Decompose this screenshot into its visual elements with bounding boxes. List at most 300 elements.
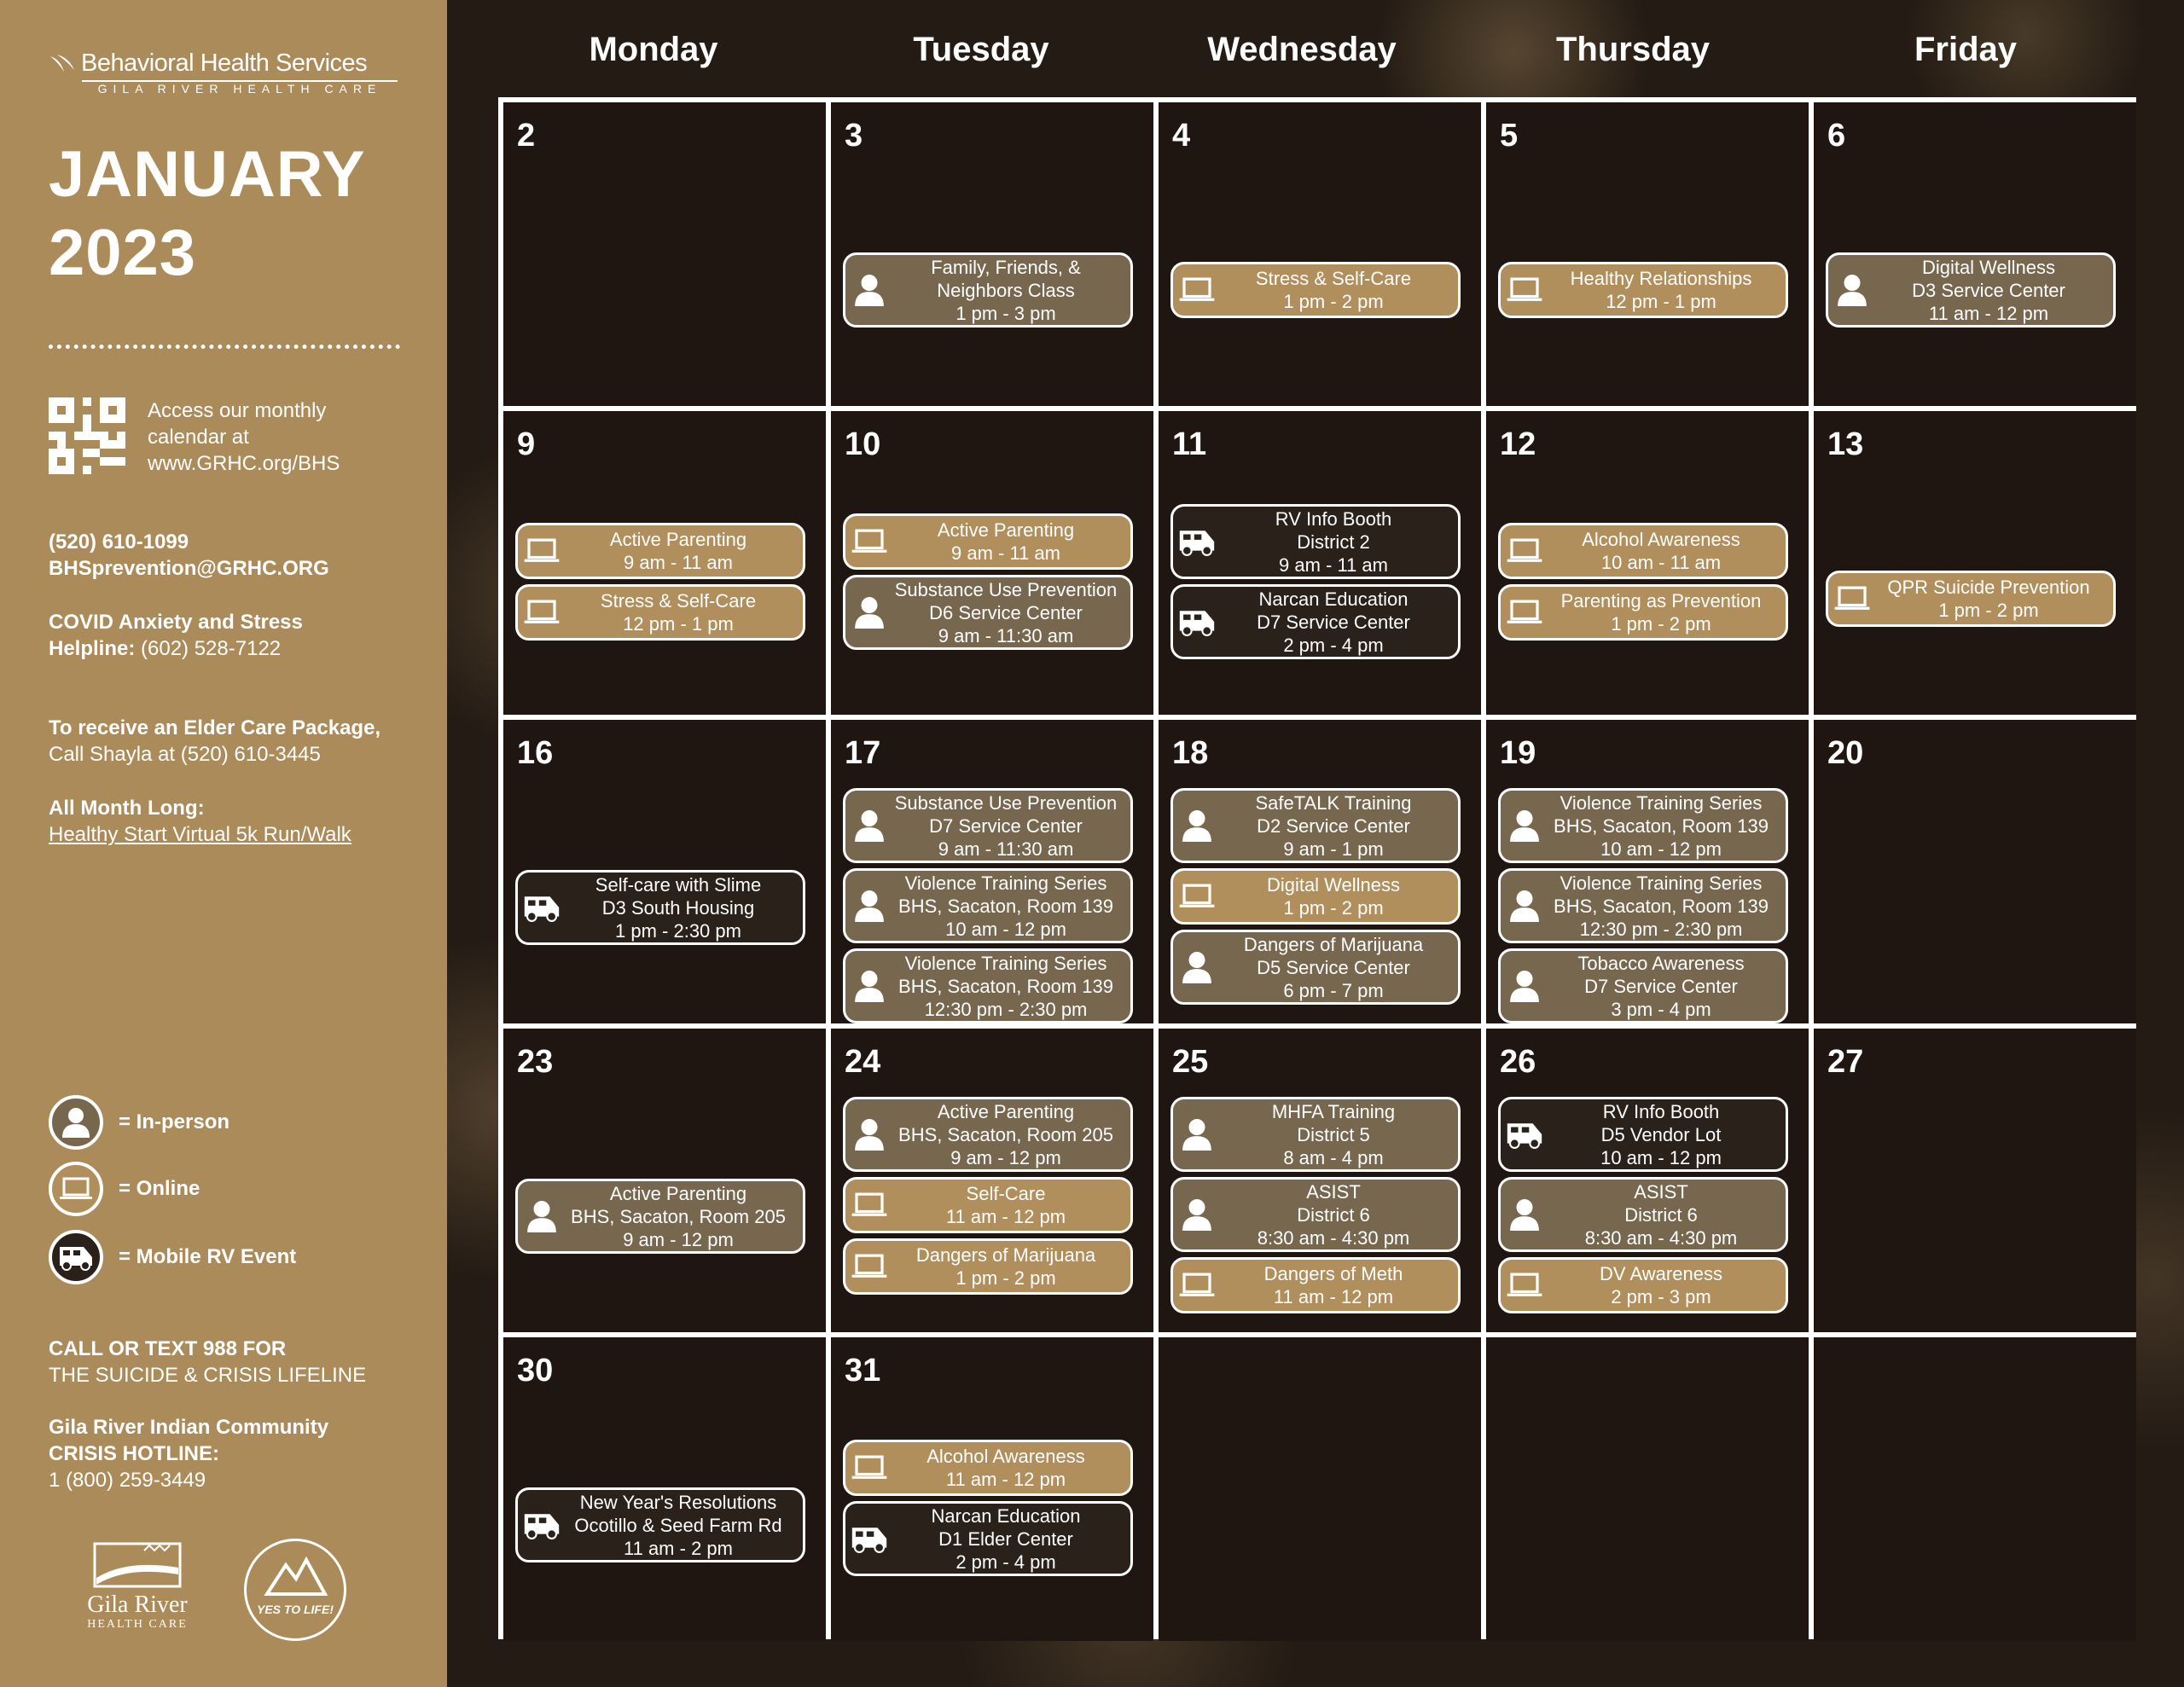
crisis-lifeline — [49, 1336, 366, 1388]
event-text — [1548, 526, 1786, 576]
event-title: DV Awareness — [1600, 1263, 1722, 1284]
event-title: Active Parenting — [609, 1182, 747, 1204]
crisis-line-2: THE SUICIDE & CRISIS LIFELINE — [49, 1364, 367, 1387]
date-number: 19 — [1500, 735, 1536, 771]
day-header-friday: Friday — [1914, 31, 2018, 68]
event-time: 10 am - 11 am — [1600, 552, 1722, 573]
event-time: 8:30 am - 4:30 pm — [1584, 1226, 1738, 1249]
event-text — [1221, 1261, 1458, 1310]
person-icon — [1173, 951, 1221, 983]
contact-info — [49, 529, 329, 582]
event-title: SafeTALK Training — [1255, 791, 1412, 814]
laptop-icon — [518, 538, 566, 564]
all-month — [49, 795, 351, 848]
rv-icon — [1501, 1120, 1548, 1149]
person-icon — [845, 809, 893, 842]
day-cell — [503, 102, 826, 406]
laptop-icon — [1173, 1272, 1221, 1298]
event-location: D7 Service Center — [929, 815, 1083, 837]
event-time: 9 am - 11:30 am — [938, 838, 1074, 860]
event-text — [893, 1443, 1130, 1493]
event-title: RV Info Booth — [1602, 1100, 1720, 1122]
event-time: 1 pm - 2:30 pm — [615, 919, 741, 942]
gila-river-logo — [78, 1542, 196, 1632]
dotted-divider — [49, 345, 400, 349]
event-location: District 2 — [1297, 530, 1370, 553]
laptop-icon — [845, 1192, 893, 1218]
event-time: 11 am - 12 pm — [945, 1469, 1066, 1490]
laptop-icon — [845, 1455, 893, 1481]
event-time: 10 am - 12 pm — [1600, 1146, 1722, 1168]
event-text — [893, 870, 1130, 942]
person-icon — [518, 1200, 566, 1232]
date-number: 11 — [1172, 426, 1207, 462]
event-online[interactable] — [1170, 868, 1461, 925]
day-cell — [503, 720, 826, 1023]
event-location: D5 Service Center — [1257, 956, 1410, 978]
day-cell — [1486, 1029, 1809, 1332]
elder-text: Call Shayla at (520) 610-3445 — [49, 743, 321, 766]
day-cell — [1159, 720, 1481, 1023]
person-icon — [845, 1118, 893, 1151]
date-number: 3 — [845, 118, 863, 154]
event-text — [893, 577, 1130, 649]
event-text — [1221, 931, 1458, 1004]
gric-number[interactable]: 1 (800) 259-3449 — [49, 1469, 206, 1492]
person-icon — [49, 1095, 103, 1150]
event-time: 3 pm - 4 pm — [1611, 998, 1711, 1020]
date-number: 4 — [1172, 118, 1191, 154]
person-icon — [1501, 970, 1548, 1002]
event-online[interactable] — [1498, 523, 1788, 579]
date-number: 12 — [1500, 426, 1536, 462]
event-title: Alcohol Awareness — [926, 1446, 1085, 1467]
day-cell — [503, 411, 826, 715]
laptop-icon — [1501, 1272, 1548, 1298]
date-number: 9 — [517, 426, 536, 462]
person-icon — [1501, 1198, 1548, 1231]
day-cell — [1814, 102, 2136, 406]
event-online[interactable] — [515, 523, 805, 579]
gric-title-1: Gila River Indian Community — [49, 1416, 329, 1439]
event-text — [893, 517, 1130, 566]
event-time: 11 am - 2 pm — [624, 1537, 733, 1559]
day-cell — [1486, 411, 1809, 715]
event-title: MHFA Training — [1271, 1100, 1396, 1122]
event-location: D2 Service Center — [1257, 815, 1410, 837]
event-location: D7 Service Center — [1257, 611, 1410, 633]
event-inperson[interactable] — [1170, 1097, 1461, 1172]
event-title: Parenting as Prevention — [1560, 590, 1762, 612]
event-time: 12 pm - 1 pm — [623, 613, 734, 635]
event-time: 11 am - 12 pm — [945, 1206, 1066, 1227]
event-online[interactable] — [1170, 1257, 1461, 1313]
date-number: 23 — [517, 1044, 554, 1080]
date-number: 2 — [517, 118, 536, 154]
event-text — [1548, 588, 1786, 637]
rv-icon — [49, 1230, 103, 1284]
event-rv[interactable] — [1498, 1097, 1788, 1172]
event-text — [893, 1099, 1130, 1171]
event-title: Alcohol Awareness — [1582, 529, 1740, 550]
event-title: Self-care with Slime — [595, 873, 762, 896]
qr-code-icon[interactable] — [49, 397, 125, 474]
event-time: 1 pm - 2 pm — [956, 1267, 1056, 1289]
qr-caption-line: Access our monthly — [148, 399, 327, 422]
gila-river-logo-icon — [93, 1542, 182, 1588]
event-time: 9 am - 11 am — [1279, 554, 1388, 576]
phone-number[interactable]: (520) 610-1099 — [49, 530, 189, 554]
event-time: 1 pm - 2 pm — [1283, 291, 1384, 312]
yes-to-life-logo — [244, 1539, 346, 1641]
mountain-icon — [264, 1555, 328, 1597]
event-title: New Year's Resolutions — [579, 1491, 777, 1513]
legend-online-label: = Online — [119, 1177, 200, 1200]
day-cell — [1486, 102, 1809, 406]
calendar-grid — [498, 97, 2136, 1639]
day-cell — [503, 1337, 826, 1641]
event-text — [566, 588, 803, 637]
rv-icon — [1173, 607, 1221, 636]
laptop-icon — [1501, 277, 1548, 303]
person-icon — [1173, 809, 1221, 842]
laptop-icon — [845, 529, 893, 554]
event-online[interactable] — [843, 1238, 1133, 1295]
event-inperson[interactable] — [1170, 1177, 1461, 1252]
helpline-number[interactable]: (602) 528-7122 — [141, 637, 282, 660]
person-icon — [845, 596, 893, 629]
person-icon — [845, 970, 893, 1002]
person-icon — [845, 890, 893, 922]
event-text — [893, 1503, 1130, 1575]
event-location: BHS, Sacaton, Room 205 — [898, 1123, 1113, 1145]
laptop-icon — [518, 600, 566, 625]
event-online[interactable] — [1498, 584, 1788, 641]
all-month-title: All Month Long: — [49, 797, 205, 820]
event-time: 9 am - 12 pm — [623, 1228, 734, 1250]
date-number: 24 — [845, 1044, 881, 1080]
day-cell — [1814, 1029, 2136, 1332]
date-number: 5 — [1500, 118, 1519, 154]
event-inperson[interactable] — [843, 788, 1133, 863]
event-inperson[interactable] — [843, 948, 1133, 1023]
event-online[interactable] — [1498, 262, 1788, 318]
event-text — [566, 1180, 803, 1253]
brand-logo — [49, 49, 367, 78]
event-title: Substance Use Prevention — [894, 578, 1118, 600]
event-text — [1221, 1099, 1458, 1171]
event-rv[interactable] — [1170, 504, 1461, 579]
legend-rv — [49, 1230, 296, 1284]
crisis-line-1: CALL OR TEXT 988 FOR — [49, 1337, 287, 1360]
event-title: Digital Wellness — [1266, 874, 1401, 896]
laptop-icon — [1173, 884, 1221, 909]
event-text — [1548, 1261, 1786, 1310]
qr-caption-line: calendar at — [148, 426, 249, 449]
event-title: Family, Friends, & — [931, 256, 1081, 278]
person-icon — [1501, 890, 1548, 922]
day-header-tuesday: Tuesday — [913, 31, 1049, 68]
event-inperson[interactable] — [1170, 930, 1461, 1005]
event-title: Dangers of Meth — [1263, 1263, 1403, 1284]
date-number: 26 — [1500, 1044, 1536, 1080]
day-cell — [1159, 1029, 1481, 1332]
event-text — [893, 950, 1130, 1023]
event-time: 1 pm - 2 pm — [1283, 897, 1384, 919]
event-text — [1876, 574, 2113, 623]
event-location: District 6 — [1297, 1203, 1370, 1226]
feather-icon — [49, 53, 79, 75]
rv-icon — [1173, 527, 1221, 556]
covid-helpline — [49, 609, 303, 662]
event-rv[interactable] — [1170, 584, 1461, 659]
brand-name: Behavioral Health Services — [81, 49, 368, 77]
legend-inperson — [49, 1095, 229, 1150]
legend-rv-label: = Mobile RV Event — [119, 1245, 297, 1268]
person-icon — [1828, 274, 1876, 306]
event-location: BHS, Sacaton, Room 139 — [898, 975, 1113, 997]
event-inperson[interactable] — [515, 1179, 805, 1254]
laptop-icon — [845, 1254, 893, 1279]
person-icon — [1501, 809, 1548, 842]
day-cell — [831, 102, 1153, 406]
day-header-wednesday: Wednesday — [1207, 31, 1397, 68]
event-title: Tobacco Awareness — [1577, 952, 1745, 974]
event-time: 12:30 pm - 2:30 pm — [1579, 918, 1743, 940]
laptop-icon — [1501, 600, 1548, 625]
date-number: 27 — [1827, 1044, 1864, 1080]
event-inperson[interactable] — [843, 868, 1133, 943]
day-cell — [1159, 102, 1481, 406]
elder-title: To receive an Elder Care Package, — [49, 716, 381, 739]
event-text — [1548, 950, 1786, 1023]
event-time: 11 am - 12 pm — [1928, 302, 2049, 324]
laptop-icon — [1173, 277, 1221, 303]
event-rv[interactable] — [515, 870, 805, 945]
event-online[interactable] — [843, 513, 1133, 570]
event-title: Narcan Education — [931, 1504, 1081, 1527]
event-time: 9 am - 12 pm — [950, 1146, 1061, 1168]
event-title: ASIST — [1634, 1180, 1688, 1203]
day-cell — [1486, 720, 1809, 1023]
date-number: 6 — [1827, 118, 1846, 154]
event-text — [566, 1489, 803, 1562]
yes-to-life-text: YES TO LIFE! — [257, 1603, 334, 1616]
day-header-monday: Monday — [589, 31, 718, 68]
event-title: Stress & Self-Care — [600, 590, 757, 612]
brand-sub: GILA RIVER HEALTH CARE — [97, 82, 382, 96]
event-location: District 5 — [1297, 1123, 1370, 1145]
event-time: 10 am - 12 pm — [1600, 838, 1722, 860]
event-title: Dangers of Marijuana — [915, 1244, 1096, 1266]
event-time: 9 am - 11 am — [624, 552, 733, 573]
email-address[interactable]: BHSprevention@GRHC.ORG — [49, 557, 329, 580]
event-location: BHS, Sacaton, Room 139 — [1554, 815, 1769, 837]
event-time: 9 am - 11 am — [951, 542, 1060, 564]
laptop-icon — [49, 1162, 103, 1216]
event-text — [1221, 1179, 1458, 1251]
legend-inperson-label: = In-person — [119, 1110, 230, 1133]
event-title: Violence Training Series — [1560, 791, 1763, 814]
laptop-icon — [1828, 586, 1876, 612]
day-cell — [831, 411, 1153, 715]
event-online[interactable] — [1826, 571, 2116, 627]
gric-title-2: CRISIS HOTLINE: — [49, 1442, 220, 1465]
event-location: D3 Service Center — [1912, 279, 2065, 301]
event-text — [1221, 790, 1458, 862]
event-online[interactable] — [1498, 1257, 1788, 1313]
event-online[interactable] — [843, 1440, 1133, 1496]
event-inperson[interactable] — [1170, 788, 1461, 863]
sidebar — [0, 0, 447, 1687]
day-cell — [503, 1029, 826, 1332]
event-time: 2 pm - 4 pm — [956, 1551, 1056, 1573]
event-time: 10 am - 12 pm — [945, 918, 1066, 940]
event-text — [1876, 254, 2113, 327]
event-text — [893, 1180, 1130, 1230]
event-text — [1221, 872, 1458, 921]
event-time: 12 pm - 1 pm — [1606, 291, 1716, 312]
event-time: 8 am - 4 pm — [1283, 1146, 1384, 1168]
date-number: 10 — [845, 426, 881, 462]
event-online[interactable] — [515, 584, 805, 641]
event-time: 1 pm - 2 pm — [1611, 613, 1711, 635]
event-title: RV Info Booth — [1275, 507, 1392, 530]
event-text — [1548, 1099, 1786, 1171]
date-number: 16 — [517, 735, 554, 771]
rv-icon — [518, 893, 566, 922]
rv-icon — [845, 1524, 893, 1553]
event-location: D1 Elder Center — [938, 1528, 1073, 1550]
date-number: 20 — [1827, 735, 1864, 771]
event-title: Dangers of Marijuana — [1243, 933, 1424, 955]
helpline-label: Helpline: — [49, 637, 136, 660]
run-walk-link[interactable]: Healthy Start Virtual 5k Run/Walk — [49, 823, 351, 846]
legend-online — [49, 1162, 200, 1216]
person-icon — [1173, 1198, 1221, 1231]
event-title: Active Parenting — [937, 519, 1075, 541]
event-text — [1548, 870, 1786, 942]
event-location: Neighbors Class — [937, 279, 1075, 301]
day-cell — [1159, 1337, 1481, 1641]
event-title: Active Parenting — [609, 529, 747, 550]
person-icon — [1173, 1118, 1221, 1151]
event-text — [566, 526, 803, 576]
event-time: 2 pm - 4 pm — [1283, 634, 1384, 656]
event-location: D7 Service Center — [1584, 975, 1738, 997]
event-time: 1 pm - 3 pm — [956, 302, 1056, 324]
event-inperson[interactable] — [1498, 868, 1788, 943]
event-title: Active Parenting — [937, 1100, 1075, 1122]
day-cell — [831, 720, 1153, 1023]
event-time: 6 pm - 7 pm — [1283, 979, 1384, 1001]
event-text — [1221, 265, 1458, 315]
event-time: 9 am - 11:30 am — [938, 624, 1074, 646]
event-time: 1 pm - 2 pm — [1938, 600, 2039, 621]
event-inperson[interactable] — [843, 252, 1133, 328]
day-cell — [831, 1029, 1153, 1332]
event-inperson[interactable] — [843, 575, 1133, 650]
event-title: Self-Care — [966, 1183, 1046, 1204]
event-location: BHS, Sacaton, Room 139 — [1554, 895, 1769, 917]
date-number: 30 — [517, 1353, 554, 1388]
event-time: 8:30 am - 4:30 pm — [1257, 1226, 1410, 1249]
day-cell — [1814, 411, 2136, 715]
year-title: 2023 — [49, 217, 197, 289]
date-number: 25 — [1172, 1044, 1209, 1080]
event-text — [1548, 1179, 1786, 1251]
event-location: D5 Vendor Lot — [1600, 1123, 1722, 1145]
covid-title: COVID Anxiety and Stress — [49, 611, 303, 634]
event-location: Ocotillo & Seed Farm Rd — [574, 1514, 782, 1536]
day-cell — [1814, 720, 2136, 1023]
day-cell — [1486, 1337, 1809, 1641]
event-location: BHS, Sacaton, Room 205 — [571, 1205, 786, 1227]
event-time: 12:30 pm - 2:30 pm — [924, 998, 1088, 1020]
day-cell — [1814, 1337, 2136, 1641]
logo-line-2: HEALTH CARE — [87, 1618, 188, 1631]
month-title: JANUARY — [49, 138, 366, 211]
event-location: D3 South Housing — [601, 896, 755, 919]
event-title: ASIST — [1306, 1180, 1361, 1203]
event-title: QPR Suicide Prevention — [1887, 577, 2090, 598]
event-title: Violence Training Series — [1560, 872, 1763, 894]
qr-caption — [148, 397, 340, 477]
event-rv[interactable] — [843, 1501, 1133, 1576]
event-time: 11 am - 12 pm — [1273, 1286, 1394, 1307]
gric-hotline — [49, 1414, 328, 1493]
event-title: Violence Training Series — [904, 952, 1107, 974]
event-location: D6 Service Center — [929, 601, 1083, 623]
event-online[interactable] — [843, 1177, 1133, 1233]
event-rv[interactable] — [515, 1487, 805, 1562]
event-title: Stress & Self-Care — [1255, 268, 1412, 289]
day-cell — [1159, 411, 1481, 715]
event-inperson[interactable] — [1498, 948, 1788, 1023]
event-text — [1548, 790, 1786, 862]
event-text — [893, 790, 1130, 862]
day-header-thursday: Thursday — [1555, 31, 1711, 68]
event-time: 2 pm - 3 pm — [1611, 1286, 1711, 1307]
event-title: Substance Use Prevention — [894, 791, 1118, 814]
event-inperson[interactable] — [843, 1097, 1133, 1172]
day-cell — [831, 1337, 1153, 1641]
event-inperson[interactable] — [1498, 1177, 1788, 1252]
event-text — [566, 872, 803, 944]
event-title: Digital Wellness — [1921, 256, 2056, 278]
date-number: 13 — [1827, 426, 1864, 462]
date-number: 17 — [845, 735, 881, 771]
event-text — [893, 254, 1130, 327]
event-title: Violence Training Series — [904, 872, 1107, 894]
person-icon — [845, 274, 893, 306]
event-online[interactable] — [1170, 262, 1461, 318]
event-text — [893, 1242, 1130, 1291]
event-title: Healthy Relationships — [1570, 268, 1752, 289]
laptop-icon — [1501, 538, 1548, 564]
event-inperson[interactable] — [1498, 788, 1788, 863]
logo-line-1: Gila River — [87, 1591, 188, 1618]
date-number: 18 — [1172, 735, 1209, 771]
rv-icon — [518, 1510, 566, 1539]
event-text — [1221, 586, 1458, 658]
event-inperson[interactable] — [1826, 252, 2116, 328]
elder-care — [49, 715, 380, 768]
event-time: 9 am - 1 pm — [1283, 838, 1384, 860]
event-text — [1548, 265, 1786, 315]
event-text — [1221, 506, 1458, 578]
qr-caption-url[interactable]: www.GRHC.org/BHS — [148, 452, 340, 475]
